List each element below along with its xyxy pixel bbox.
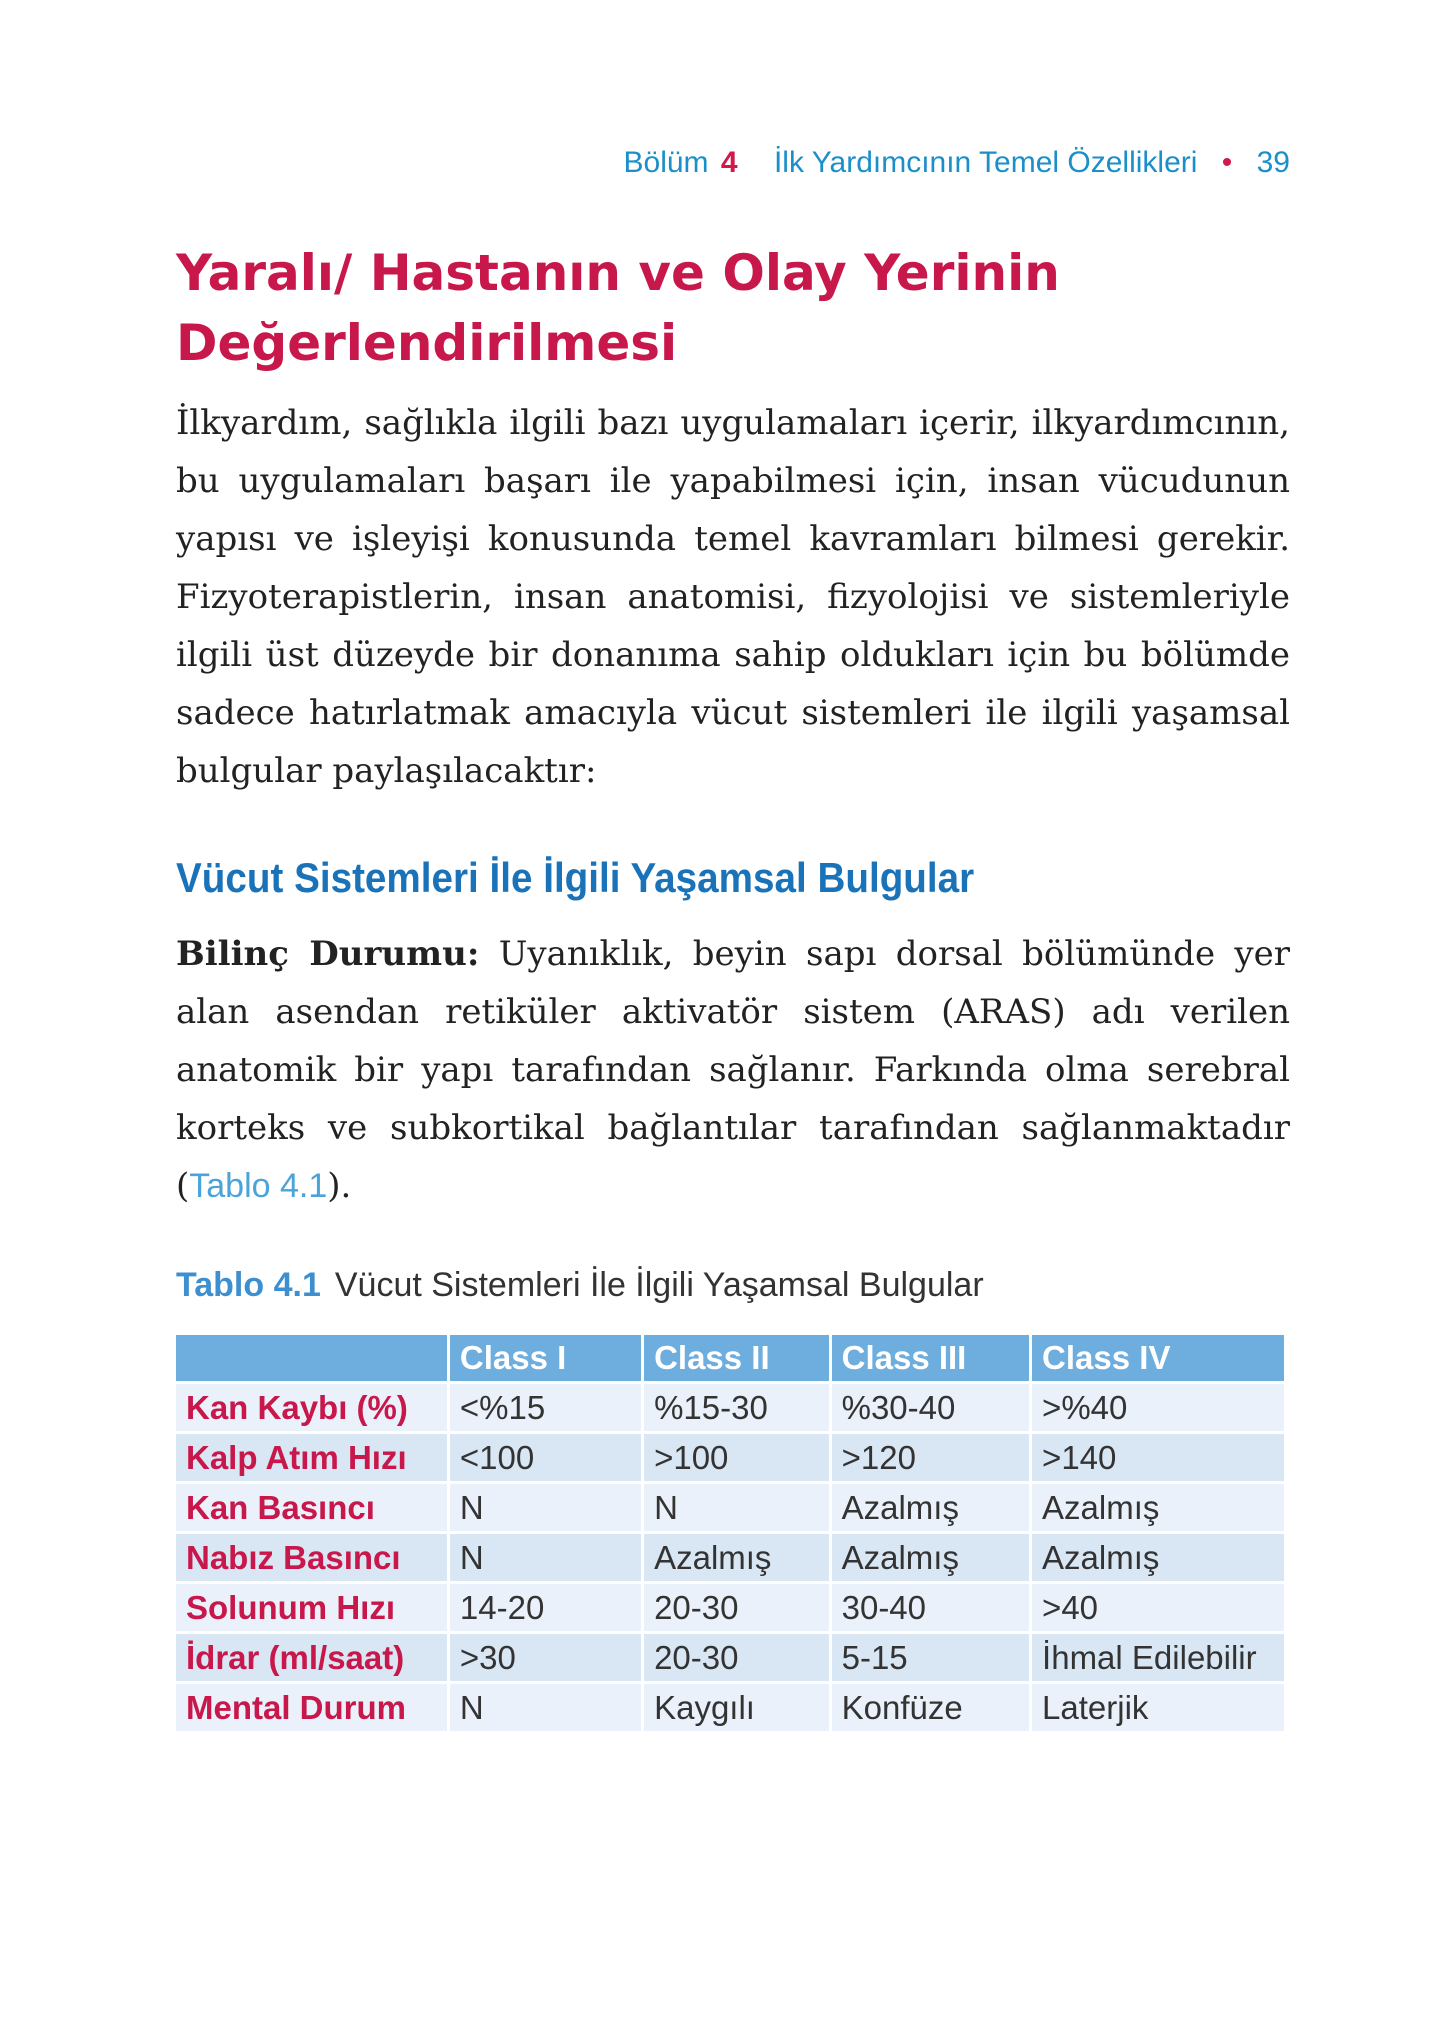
table-cell: Konfüze	[832, 1684, 1029, 1731]
table-cell: >40	[1032, 1584, 1284, 1631]
table-row	[176, 1634, 1284, 1681]
table-cell: 30-40	[832, 1584, 1029, 1631]
table-row	[176, 1584, 1284, 1631]
paren-open: (	[176, 1166, 190, 1206]
table-row	[176, 1534, 1284, 1581]
table-cell: <%15	[450, 1384, 641, 1431]
intro-paragraph: İlkyardım, sağlıkla ilgili bazı uygulamaları içerir, ilkyardımcının, bu uygulamaları başarı ile yapabilmesi için, insan vücudunun yapısı ve işleyişi konusunda temel kavramları bilmesi gerekir. Fizyoterapistlerin, insan anatomisi, fizyolojisi ve sistemleriyle ilgili üst düzeyde bir donanıma sahip oldukları için bu bölümde sadece hatırlatmak amacıyla vücut sistemleri ile ilgili yaşamsal bulgular paylaşılacaktır:	[176, 403, 1290, 791]
table-cell: Azalmış	[832, 1534, 1029, 1581]
row-label: Kan Basıncı	[176, 1484, 447, 1531]
table-cell: N	[450, 1684, 641, 1731]
table-cell: 20-30	[644, 1584, 829, 1631]
table-row	[176, 1384, 1284, 1431]
paragraph-lead: Bilinç Durumu:	[176, 934, 480, 974]
row-label: Kan Kaybı (%)	[176, 1384, 447, 1431]
header-cell-class-1: Class I	[450, 1335, 641, 1381]
page-number: 39	[1256, 146, 1290, 179]
table-cell: >%40	[1032, 1384, 1284, 1431]
table-cell: >30	[450, 1634, 641, 1681]
table-cell: Azalmış	[644, 1534, 829, 1581]
table-caption	[176, 1262, 984, 1308]
table-cell: <100	[450, 1434, 641, 1481]
header-cell-empty	[176, 1335, 447, 1381]
table-cell: N	[450, 1534, 641, 1581]
running-header	[624, 146, 1290, 180]
header-bullet: •	[1221, 146, 1233, 179]
table-cell: Laterjik	[1032, 1684, 1284, 1731]
table-cell: 5-15	[832, 1634, 1029, 1681]
paragraph-body: Uyanıklık, beyin sapı dorsal bölümünde yer alan asendan retiküler aktivatör sistem (ARAS) adı verilen anatomik bir yapı tarafından sağlanır. Farkında olma serebral korteks ve subkortikal bağlantılar tarafından sağlanmaktadır	[176, 934, 1291, 1148]
row-label: İdrar (ml/saat)	[176, 1634, 447, 1681]
table-cell: Azalmış	[1032, 1534, 1284, 1581]
header-cell-class-3: Class III	[832, 1335, 1029, 1381]
table-cell: %15-30	[644, 1384, 829, 1431]
table-row	[176, 1434, 1284, 1481]
header-cell-class-4: Class IV	[1032, 1335, 1284, 1381]
table-cell: N	[644, 1484, 829, 1531]
table-cell: Kaygılı	[644, 1684, 829, 1731]
section-title: Yaralı/ Hastanın ve Olay Yerinin Değerlendirilmesi	[176, 244, 1060, 372]
row-label: Nabız Basıncı	[176, 1534, 447, 1581]
row-label: Mental Durum	[176, 1684, 447, 1731]
table-cell: 14-20	[450, 1584, 641, 1631]
subsection-title: Vücut Sistemleri İle İlgili Yaşamsal Bulgular	[176, 854, 975, 901]
chapter-title: İlk Yardımcının Temel Özellikleri	[773, 146, 1198, 179]
table-header-row	[176, 1335, 1284, 1381]
table-caption-text: Vücut Sistemleri İle İlgili Yaşamsal Bulgular	[334, 1266, 984, 1304]
table-cell: >120	[832, 1434, 1029, 1481]
chapter-number: 4	[720, 146, 738, 179]
table-cell: Azalmış	[1032, 1484, 1284, 1531]
table-cell: Azalmış	[832, 1484, 1029, 1531]
row-label: Kalp Atım Hızı	[176, 1434, 447, 1481]
paren-close: ).	[327, 1166, 352, 1206]
table-row	[176, 1484, 1284, 1531]
vital-signs-table	[173, 1332, 1287, 1734]
table-cell: 20-30	[644, 1634, 829, 1681]
table-cell: N	[450, 1484, 641, 1531]
row-label: Solunum Hızı	[176, 1584, 447, 1631]
header-cell-class-2: Class II	[644, 1335, 829, 1381]
consciousness-paragraph	[176, 925, 1290, 1215]
table-caption-label: Tablo 4.1	[176, 1266, 321, 1304]
table-cell: %30-40	[832, 1384, 1029, 1431]
table-row	[176, 1684, 1284, 1731]
table-reference-link[interactable]: Tablo 4.1	[189, 1167, 328, 1205]
table-cell: İhmal Edilebilir	[1032, 1634, 1284, 1681]
table-cell: >140	[1032, 1434, 1284, 1481]
table-cell: >100	[644, 1434, 829, 1481]
chapter-label: Bölüm	[623, 146, 709, 179]
